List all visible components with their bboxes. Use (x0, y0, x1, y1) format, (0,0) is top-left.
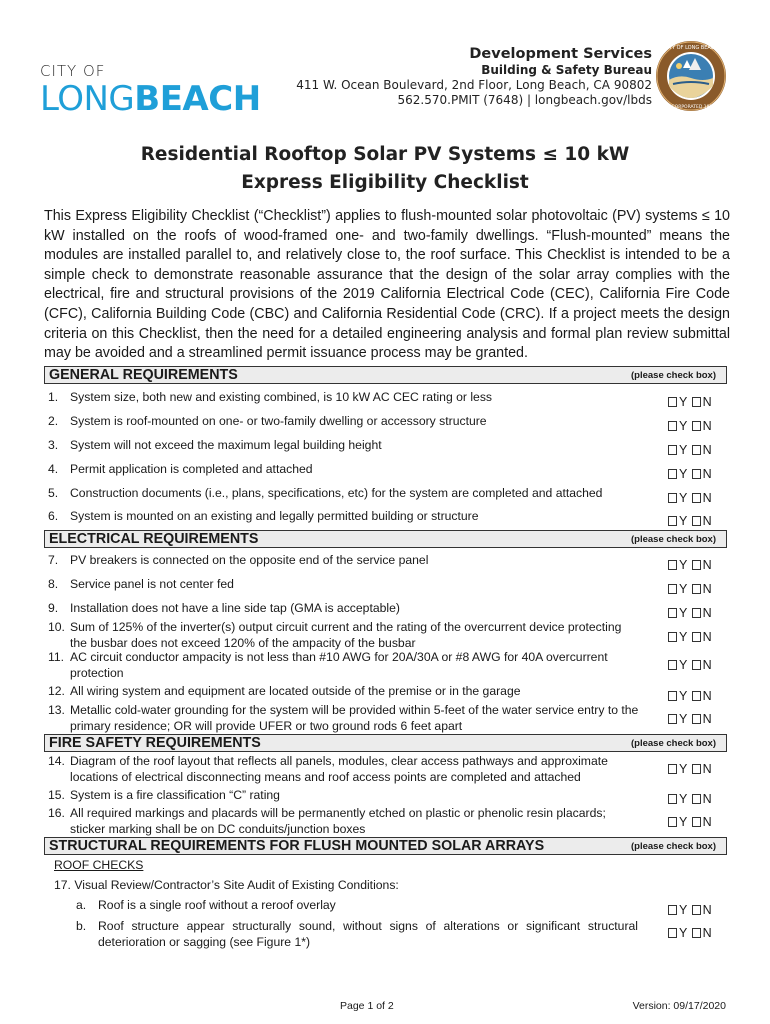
yn-checkbox-17a[interactable]: Y N (668, 903, 728, 917)
checkbox-icon (668, 421, 677, 431)
yn-checkbox-4[interactable]: Y N (668, 467, 728, 481)
checkbox-icon (668, 714, 677, 724)
checkbox-icon (692, 691, 701, 701)
yn-checkbox-11[interactable]: Y N (668, 658, 728, 672)
checkbox-icon (668, 928, 677, 938)
checkbox-icon (692, 632, 701, 642)
page-number: Page 1 of 2 (340, 1000, 394, 1012)
yn-checkbox-2[interactable]: Y N (668, 419, 728, 433)
checkbox-icon (692, 660, 701, 670)
checkbox-icon (692, 764, 701, 774)
yn-checkbox-1[interactable]: Y N (668, 395, 728, 409)
department-header (296, 46, 652, 107)
checkbox-icon (692, 928, 701, 938)
checkbox-icon (692, 516, 701, 526)
yn-checkbox-12[interactable]: Y N (668, 689, 728, 703)
yn-checkbox-9[interactable]: Y N (668, 606, 728, 620)
checkbox-icon (668, 691, 677, 701)
checkbox-icon (668, 445, 677, 455)
contact: 562.570.PMIT (7648) | longbeach.gov/lbds (397, 93, 652, 107)
checkbox-icon (668, 516, 677, 526)
yn-checkbox-3[interactable]: Y N (668, 443, 728, 457)
checkbox-icon (668, 397, 677, 407)
city-logo (40, 62, 261, 119)
svg-text:CITY OF LONG BEACH: CITY OF LONG BEACH (664, 45, 718, 51)
page-title: Residential Rooftop Solar PV Systems ≤ 10 kW Express Eligibility Checklist (140, 144, 630, 193)
intro-paragraph: This Express Eligibility Checklist (“Checklist”) applies to flush-mounted solar photovoltaic (PV) systems ≤ 10 kW installed on the roofs of wood-framed one- and two-family dwellings. “Flush-mounted” means the modules are installed parallel to, and relatively close to, the roof surface. This Checklist is intended to be a simple check to demonstrate reasonable assurance that the design of the solar array complies with the electrical, fire and structural provisions of the 2019 California Electrical Code (CEC), California Fire Code (CFC), California Building Code (CBC) and California Residential Code (CRC). If a project meets the design criteria on this Checklist, then the need for a detailed engineering analysis and formal plan review submittal may be avoided and a streamlined permit issuance process may be granted. (44, 208, 730, 362)
logo-wordmark: LONGBEACH (40, 79, 261, 119)
checkbox-icon (668, 794, 677, 804)
dept-name: Development Services (469, 46, 652, 62)
checkbox-icon (668, 608, 677, 618)
checkbox-icon (692, 445, 701, 455)
item-17: 17. Visual Review/Contractor’s Site Audit of Existing Conditions: (54, 878, 399, 892)
section-fire-safety: FIRE SAFETY REQUIREMENTS (please check box) (44, 734, 727, 752)
yn-checkbox-10[interactable]: Y N (668, 630, 728, 644)
checkbox-icon (668, 817, 677, 827)
checkbox-icon (692, 584, 701, 594)
logo-city-of: CITY OF (40, 62, 106, 80)
checkbox-icon (668, 660, 677, 670)
bureau-name: Building & Safety Bureau (481, 63, 652, 77)
checkbox-icon (668, 560, 677, 570)
checkbox-icon (668, 632, 677, 642)
yn-checkbox-6[interactable]: Y N (668, 514, 728, 528)
yn-checkbox-14[interactable]: Y N (668, 762, 728, 776)
yn-checkbox-16[interactable]: Y N (668, 815, 728, 829)
checkbox-icon (692, 817, 701, 827)
yn-checkbox-15[interactable]: Y N (668, 792, 728, 806)
svg-text:INCORPORATED 1897: INCORPORATED 1897 (666, 105, 716, 110)
checkbox-icon (668, 584, 677, 594)
checkbox-icon (692, 469, 701, 479)
yn-checkbox-8[interactable]: Y N (668, 582, 728, 596)
section-general: GENERAL REQUIREMENTS (please check box) (44, 366, 727, 384)
section-structural: STRUCTURAL REQUIREMENTS FOR FLUSH MOUNTED SOLAR ARRAYS (please check box) (44, 837, 727, 855)
checkbox-icon (692, 608, 701, 618)
checkbox-icon (668, 493, 677, 503)
checkbox-icon (692, 794, 701, 804)
version: Version: 09/17/2020 (632, 1000, 726, 1012)
checkbox-icon (692, 493, 701, 503)
checkbox-icon (668, 469, 677, 479)
checkbox-icon (692, 714, 701, 724)
yn-checkbox-13[interactable]: Y N (668, 712, 728, 726)
roof-checks-heading: ROOF CHECKS (54, 858, 144, 872)
checkbox-icon (668, 905, 677, 915)
yn-checkbox-17b[interactable]: Y N (668, 926, 728, 940)
yn-checkbox-7[interactable]: Y N (668, 558, 728, 572)
checkbox-icon (692, 421, 701, 431)
section-electrical: ELECTRICAL REQUIREMENTS (please check box) (44, 530, 727, 548)
city-seal-icon (655, 40, 727, 112)
yn-checkbox-5[interactable]: Y N (668, 491, 728, 505)
checkbox-icon (692, 397, 701, 407)
checkbox-icon (692, 560, 701, 570)
address: 411 W. Ocean Boulevard, 2nd Floor, Long Beach, CA 90802 (296, 78, 652, 92)
checkbox-icon (668, 764, 677, 774)
checkbox-icon (692, 905, 701, 915)
